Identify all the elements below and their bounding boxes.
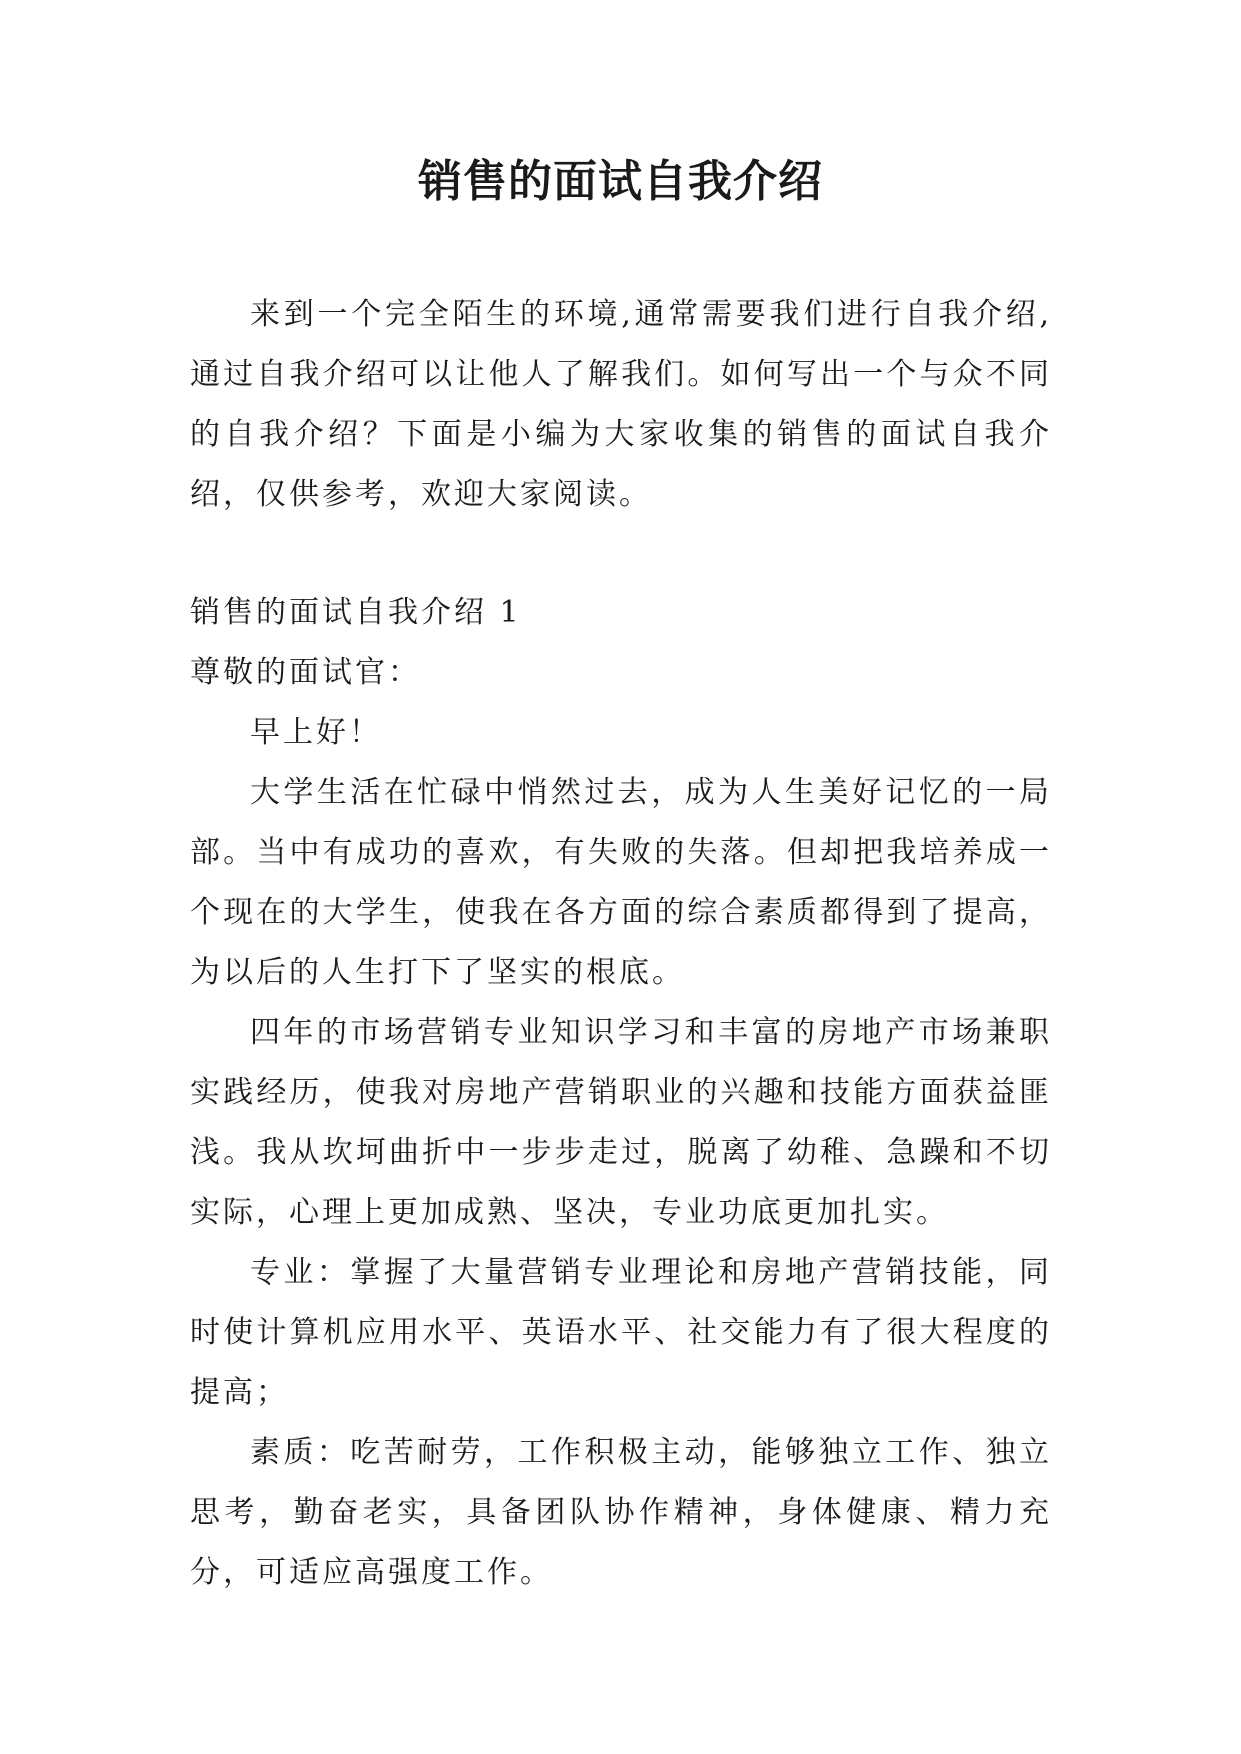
salutation: 尊敬的面试官： [190,655,421,690]
body-paragraph: 专业：掌握了大量营销专业理论和房地产营销技能，同时使计算机应用水平、英语水平、社交能力有了很大程度的提高； [190,1255,1052,1410]
document-body [190,285,1052,1603]
body-paragraph: 大学生活在忙碌中悄然过去，成为人生美好记忆的一局部。当中有成功的喜欢，有失败的失落。但却把我培养成一个现在的大学生，使我在各方面的综合素质都得到了提高，为以后的人生打下了坚实的根底。 [190,775,1052,990]
paragraph-spacer [190,525,1052,583]
document-title: 销售的面试自我介绍 [418,156,823,207]
greeting: 早上好！ [250,715,382,750]
body-paragraph: 四年的市场营销专业知识学习和丰富的房地产市场兼职实践经历，使我对房地产营销职业的兴趣和技能方面获益匪浅。我从坎坷曲折中一步步走过，脱离了幼稚、急躁和不切实际，心理上更加成熟、坚决，专业功底更加扎实。 [190,1015,1052,1230]
body-paragraph: 素质：吃苦耐劳，工作积极主动，能够独立工作、独立思考，勤奋老实，具备团队协作精神，身体健康、精力充分，可适应高强度工作。 [190,1435,1052,1590]
intro-paragraph: 来到一个完全陌生的环境,通常需要我们进行自我介绍,通过自我介绍可以让他人了解我们。如何写出一个与众不同的自我介绍？下面是小编为大家收集的销售的面试自我介绍，仅供参考，欢迎大家阅读。 [190,297,1052,512]
section-heading: 销售的面试自我介绍 1 [190,595,522,630]
